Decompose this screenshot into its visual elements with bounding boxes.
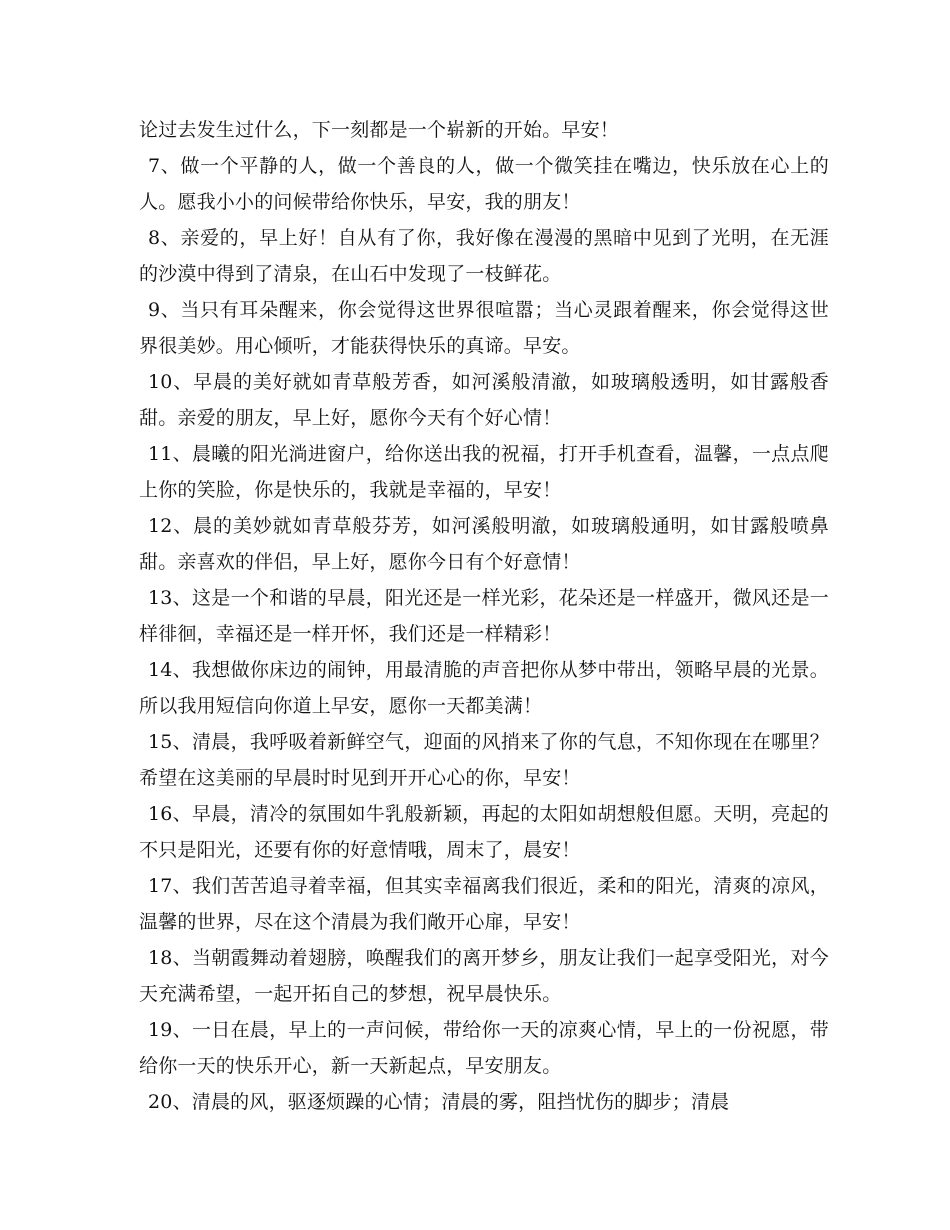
paragraph-item-7: 7、做一个平静的人，做一个善良的人，做一个微笑挂在嘴边，快乐放在心上的人。愿我小小的问候带给你快乐，早安，我的朋友！ [139,155,829,213]
paragraph-item-8: 8、亲爱的，早上好！自从有了你，我好像在漫漫的黑暗中见到了光明，在无涯的沙漠中得到了清泉，在山石中发现了一枝鲜花。 [139,227,829,285]
document-body [139,112,829,1120]
paragraph-item-18: 18、当朝霞舞动着翅膀，唤醒我们的离开梦乡，朋友让我们一起享受阳光，对今天充满希望，一起开拓自己的梦想，祝早晨快乐。 [139,947,829,1005]
paragraph-item-20: 20、清晨的风，驱逐烦躁的心情；清晨的雾，阻挡忧伤的脚步；清晨 [148,1091,730,1113]
paragraph-item-10: 10、早晨的美好就如青草般芳香，如河溪般清澈，如玻璃般透明，如甘露般香甜。亲爱的朋友，早上好，愿你今天有个好心情！ [139,371,829,429]
paragraph-item-16: 16、早晨，清冷的氛围如牛乳般新颖，再起的太阳如胡想般但愿。天明，亮起的不只是阳光，还要有你的好意情哦，周末了，晨安！ [139,803,829,861]
paragraph-item-14: 14、我想做你床边的闹钟，用最清脆的声音把你从梦中带出，领略早晨的光景。所以我用短信向你道上早安，愿你一天都美满！ [139,659,829,717]
paragraph-continuation: 论过去发生过什么，下一刻都是一个崭新的开始。早安！ [139,119,620,141]
paragraph-item-17: 17、我们苦苦追寻着幸福，但其实幸福离我们很近，柔和的阳光，清爽的凉风，温馨的世界，尽在这个清晨为我们敞开心扉，早安！ [139,875,829,933]
paragraph-item-9: 9、当只有耳朵醒来，你会觉得这世界很喧嚣；当心灵跟着醒来，你会觉得这世界很美妙。用心倾听，才能获得快乐的真谛。早安。 [139,299,829,357]
paragraph-item-15: 15、清晨，我呼吸着新鲜空气，迎面的风捎来了你的气息，不知你现在在哪里？希望在这美丽的早晨时时见到开开心心的你，早安！ [139,731,829,789]
paragraph-item-19: 19、一日在晨，早上的一声问候，带给你一天的凉爽心情，早上的一份祝愿，带给你一天的快乐开心，新一天新起点，早安朋友。 [139,1019,829,1077]
paragraph-item-13: 13、这是一个和谐的早晨，阳光还是一样光彩，花朵还是一样盛开，微风还是一样徘徊，幸福还是一样开怀，我们还是一样精彩！ [139,587,829,645]
paragraph-item-11: 11、晨曦的阳光淌进窗户，给你送出我的祝福，打开手机查看，温馨，一点点爬上你的笑脸，你是快乐的，我就是幸福的，早安！ [139,443,829,501]
paragraph-item-12: 12、晨的美妙就如青草般芬芳，如河溪般明澈，如玻璃般通明，如甘露般喷鼻甜。亲喜欢的伴侣，早上好，愿你今日有个好意情！ [139,515,829,573]
